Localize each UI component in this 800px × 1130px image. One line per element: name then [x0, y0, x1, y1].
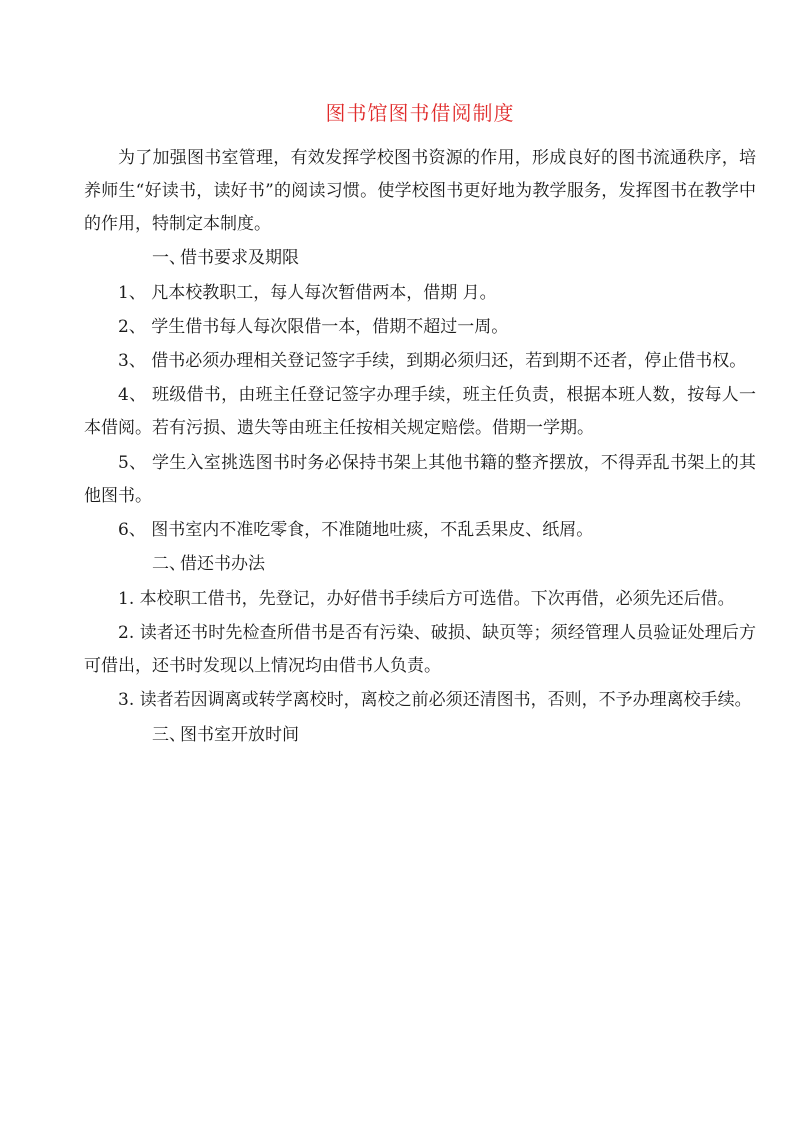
section-heading-1 — [84, 242, 756, 275]
section-number: 三、 — [152, 724, 186, 745]
rule-item: 6、 图书室内不准吃零食，不准随地吐痰，不乱丢果皮、纸屑。 — [118, 520, 594, 541]
rule-item: 4、 班级借书，由班主任登记签字办理手续，班主任负责，根据本班人数，按每人一本借阅。若有污损、遗失等由班主任按相关规定赔偿。借期一学期。 — [84, 385, 756, 439]
section-title: 借还书办法 — [180, 554, 265, 575]
section-title: 借书要求及期限 — [180, 248, 299, 269]
section-heading-3 — [84, 719, 756, 752]
rule-item: 1. 本校职工借书，先登记，办好借书手续后方可选借。下次再借，必须先还后借。 — [118, 588, 735, 609]
rule-item: 2、 学生借书每人每次限借一本，借期不超过一周。 — [118, 316, 509, 337]
section-title: 图书室开放时间 — [180, 724, 299, 745]
document-title: 图书馆图书借阅制度 — [325, 101, 515, 125]
rule-item: 5、 学生入室挑选图书时务必保持书架上其他书籍的整齐摆放，不得弄乱书架上的其他图书。 — [84, 452, 756, 506]
section-heading-2 — [84, 548, 756, 581]
intro-paragraph: 为了加强图书室管理，有效发挥学校图书资源的作用，形成良好的图书流通秩序，培养师生“好读书，读好书”的阅读习惯。使学校图书更好地为教学服务，发挥图书在教学中的作用，特制定本制度。 — [84, 148, 756, 234]
rule-item: 3. 读者若因调离或转学离校时，离校之前必须还清图书，否则，不予办理离校手续。 — [118, 690, 752, 711]
rule-item: 2. 读者还书时先检查所借书是否有污染、破损、缺页等；须经管理人员验证处理后方可借出，还书时发现以上情况均由借书人负责。 — [84, 622, 756, 676]
section-number: 二、 — [152, 554, 186, 575]
section-number: 一、 — [152, 248, 186, 269]
document-body — [84, 142, 756, 753]
rule-item: 3、 借书必须办理相关登记签字手续，到期必须归还，若到期不还者，停止借书权。 — [118, 351, 747, 372]
rule-item: 1、 凡本校教职工，每人每次暂借两本，借期 月。 — [118, 282, 497, 303]
